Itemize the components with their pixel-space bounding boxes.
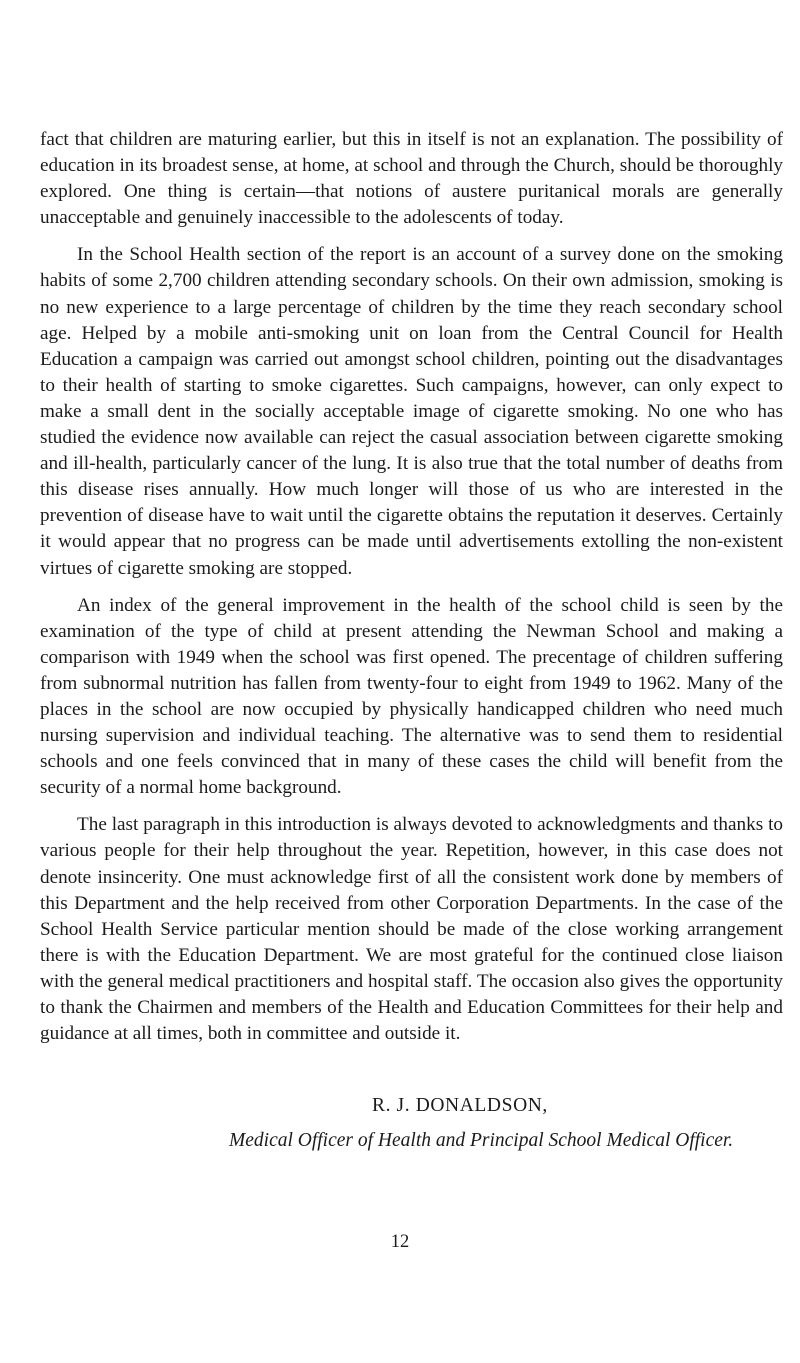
paragraph-acknowledgments: The last paragraph in this introduction is always devoted to acknowledgments and thanks to various people for their help throughout the year. Repetition, however, in this case does not denote insincerity. One must acknowledge first of all the consistent work done by members of this Department and the help received from other Corporation Departments. In the case of the School Health Service particular mention should be made of the close working arrangement there is with the Education Department. We are most grateful for the continued close liaison with the general medical practitioners and hospital staff. The occasion also gives the opportunity to thank the Chairmen and members of the Health and Education Committees for their help and guidance at all times, both in committee and outside it. xyxy=(40,814,783,1045)
signature-name: R. J. DONALDSON, xyxy=(372,1095,548,1116)
document-body xyxy=(40,127,783,1058)
page-number: 12 xyxy=(390,1232,410,1252)
paragraph-newman-school: An index of the general improvement in the health of the school child is seen by the examination of the type of child at present attending the Newman School and making a comparison with 1949 when the school was first opened. The precentage of children suffering from subnormal nutrition has fallen from twenty-four to eight from 1949 to 1962. Many of the places in the school are now occupied by physically handicapped children who need much nursing supervision and individual teaching. The alternative was to send them to residential schools and one feels convinced that in many of these cases the child will benefit from the security of a normal home background. xyxy=(40,594,783,799)
signature-title: Medical Officer of Health and Principal School Medical Officer. xyxy=(229,1130,734,1151)
paragraph-smoking-survey: In the School Health section of the report is an account of a survey done on the smoking habits of some 2,700 children attending secondary schools. On their own admission, smoking is no new experience to a large percentage of children by the time they reach secondary school age. Helped by a mobile anti-smoking unit on loan from the Central Council for Health Education a campaign was carried out amongst school children, pointing out the disadvantages to their health of starting to smoke cigarettes. Such campaigns, however, can only expect to make a small dent in the socially acceptable image of cigarette smoking. No one who has studied the evidence now available can reject the casual association between cigarette smoking and ill-health, particularly cancer of the lung. It is also true that the total number of deaths from this disease rises annually. How much longer will those of us who are interested in the prevention of disease have to wait until the cigarette obtains the reputation it deserves. Certainly it would appear that no progress can be made until advertisements extolling the non-existent virtues of cigarette smoking are stopped. xyxy=(40,244,783,579)
paragraph-continuation: fact that children are maturing earlier, but this in itself is not an explanation. The possibility of education in its broadest sense, at home, at school and through the Church, should be thoroughly explored. One thing is certain—that notions of austere puritanical morals are generally unacceptable and genuinely inaccessible to the adolescents of today. xyxy=(40,129,783,229)
